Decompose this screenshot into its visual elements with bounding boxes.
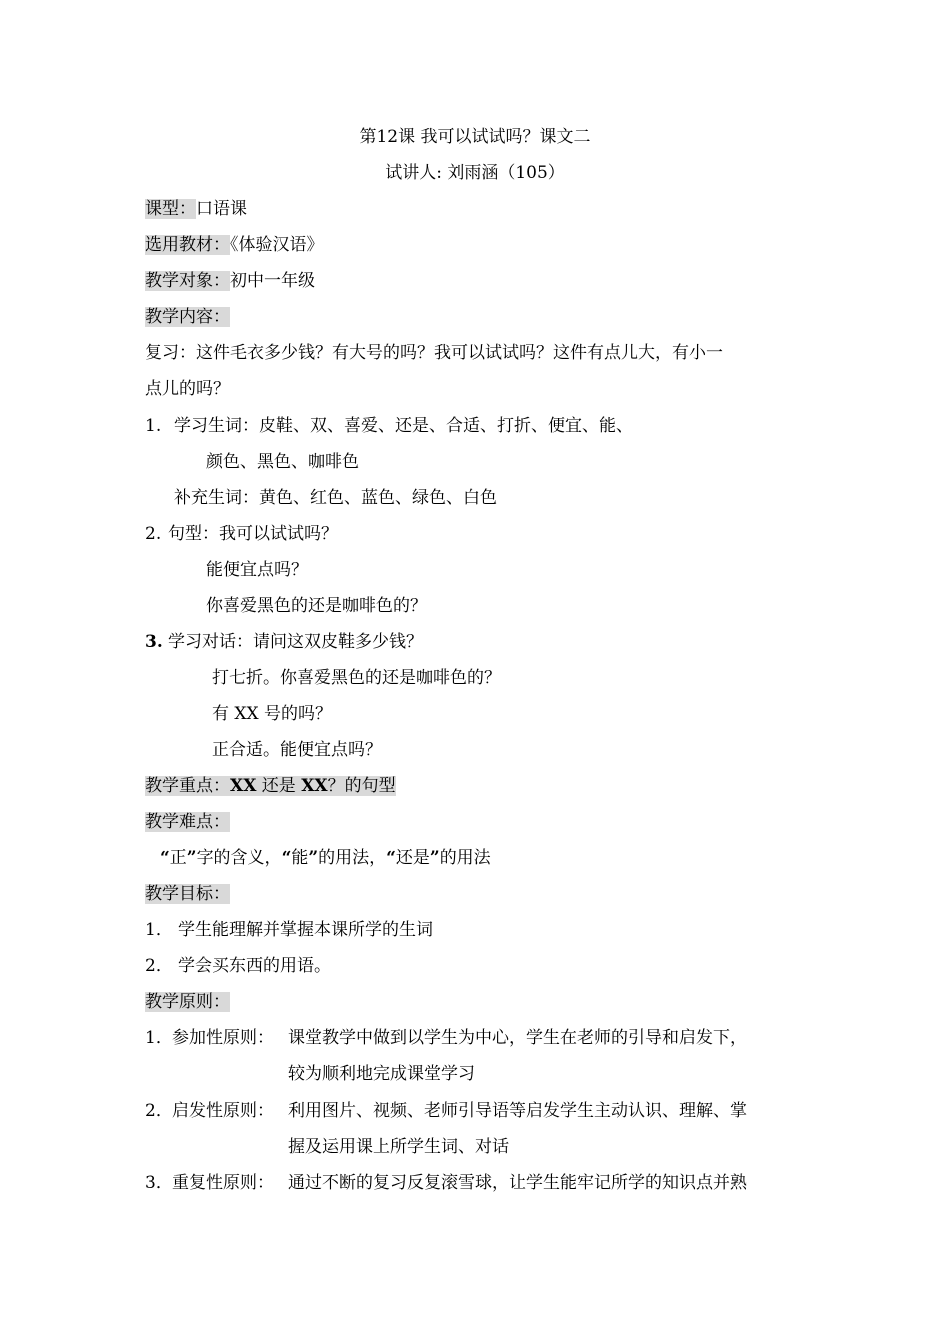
goal-1-text: 学生能理解并掌握本课所学的生词 bbox=[178, 920, 433, 940]
item2-line-3: 你喜爱黑色的还是咖啡色的？ bbox=[206, 596, 427, 616]
principle-3-line-1: 通过不断的复习反复滚雪球，让学生能牢记所学的知识点并熟 bbox=[288, 1173, 747, 1193]
audience-label: 教学对象： bbox=[145, 271, 230, 291]
presenter-line: 试讲人: 刘雨涵（105） bbox=[385, 163, 565, 183]
item3-line-2: 打七折。你喜爱黑色的还是咖啡色的？ bbox=[212, 668, 501, 688]
goals-heading bbox=[145, 883, 230, 905]
principle-2-number: 2． bbox=[145, 1101, 173, 1121]
principle-1-name: 参加性原则： bbox=[172, 1028, 274, 1048]
goal-2-text: 学会买东西的用语。 bbox=[178, 956, 331, 976]
item3-number: 3. bbox=[145, 632, 163, 652]
principle-1-line-2: 较为顺利地完成课堂学习 bbox=[288, 1064, 475, 1084]
principle-3-name: 重复性原则： bbox=[172, 1173, 274, 1193]
principle-1-line-1: 课堂教学中做到以学生为中心，学生在老师的引导和启发下， bbox=[288, 1028, 747, 1048]
audience-value: 初中一年级 bbox=[230, 271, 315, 291]
lesson-title: 第12课 我可以试试吗？课文二 bbox=[359, 127, 591, 147]
course-type-row bbox=[145, 198, 247, 220]
difficulty-label: 教学难点： bbox=[145, 812, 230, 832]
item3-line-4: 正合适。能便宜点吗？ bbox=[212, 740, 382, 760]
item1-number: 1. bbox=[145, 416, 162, 436]
goal-1-number: 1． bbox=[145, 920, 173, 940]
key-point-row bbox=[145, 775, 396, 797]
principles-label: 教学原则： bbox=[145, 992, 230, 1012]
review-line-1: 复习：这件毛衣多少钱？有大号的吗？我可以试试吗？这件有点儿大，有小一 bbox=[145, 343, 723, 363]
key-point-label: 教学重点：XX 还是 XX？的句型 bbox=[145, 776, 396, 796]
item2-line-2: 能便宜点吗？ bbox=[206, 560, 308, 580]
principle-1-number: 1． bbox=[145, 1028, 173, 1048]
principle-3-number: 3． bbox=[145, 1173, 173, 1193]
difficulty-heading bbox=[145, 811, 230, 833]
item1-line-1: 学习生词：皮鞋、双、喜爱、还是、合适、打折、便宜、能、 bbox=[174, 416, 633, 436]
item1-supplement: 补充生词：黄色、红色、蓝色、绿色、白色 bbox=[174, 488, 497, 508]
audience-row bbox=[145, 270, 315, 292]
item3-line-3: 有 XX 号的吗？ bbox=[212, 704, 333, 724]
goals-label: 教学目标： bbox=[145, 884, 230, 904]
textbook-row bbox=[145, 234, 324, 256]
goal-2-number: 2． bbox=[145, 956, 173, 976]
course-type-value: 口语课 bbox=[196, 199, 247, 219]
review-line-2: 点儿的吗？ bbox=[145, 379, 230, 399]
course-type-label: 课型： bbox=[145, 199, 196, 219]
principles-heading bbox=[145, 991, 230, 1013]
item2-number: 2. bbox=[145, 524, 162, 544]
content-label: 教学内容： bbox=[145, 307, 230, 327]
item2-line-1: 句型：我可以试试吗？ bbox=[168, 524, 338, 544]
principle-2-line-1: 利用图片、视频、老师引导语等启发学生主动认识、理解、掌 bbox=[288, 1101, 747, 1121]
principle-2-line-2: 握及运用课上所学生词、对话 bbox=[288, 1137, 509, 1157]
textbook-label: 选用教材： bbox=[145, 235, 230, 255]
item1-line-2: 颜色、黑色、咖啡色 bbox=[206, 452, 359, 472]
content-heading bbox=[145, 306, 230, 328]
principle-2-name: 启发性原则： bbox=[172, 1101, 274, 1121]
difficulty-text: “正”字的含义，“能”的用法，“还是”的用法 bbox=[160, 848, 491, 868]
textbook-value: 《体验汉语》 bbox=[230, 235, 324, 255]
item3-line-1: 学习对话：请问这双皮鞋多少钱？ bbox=[168, 632, 423, 652]
